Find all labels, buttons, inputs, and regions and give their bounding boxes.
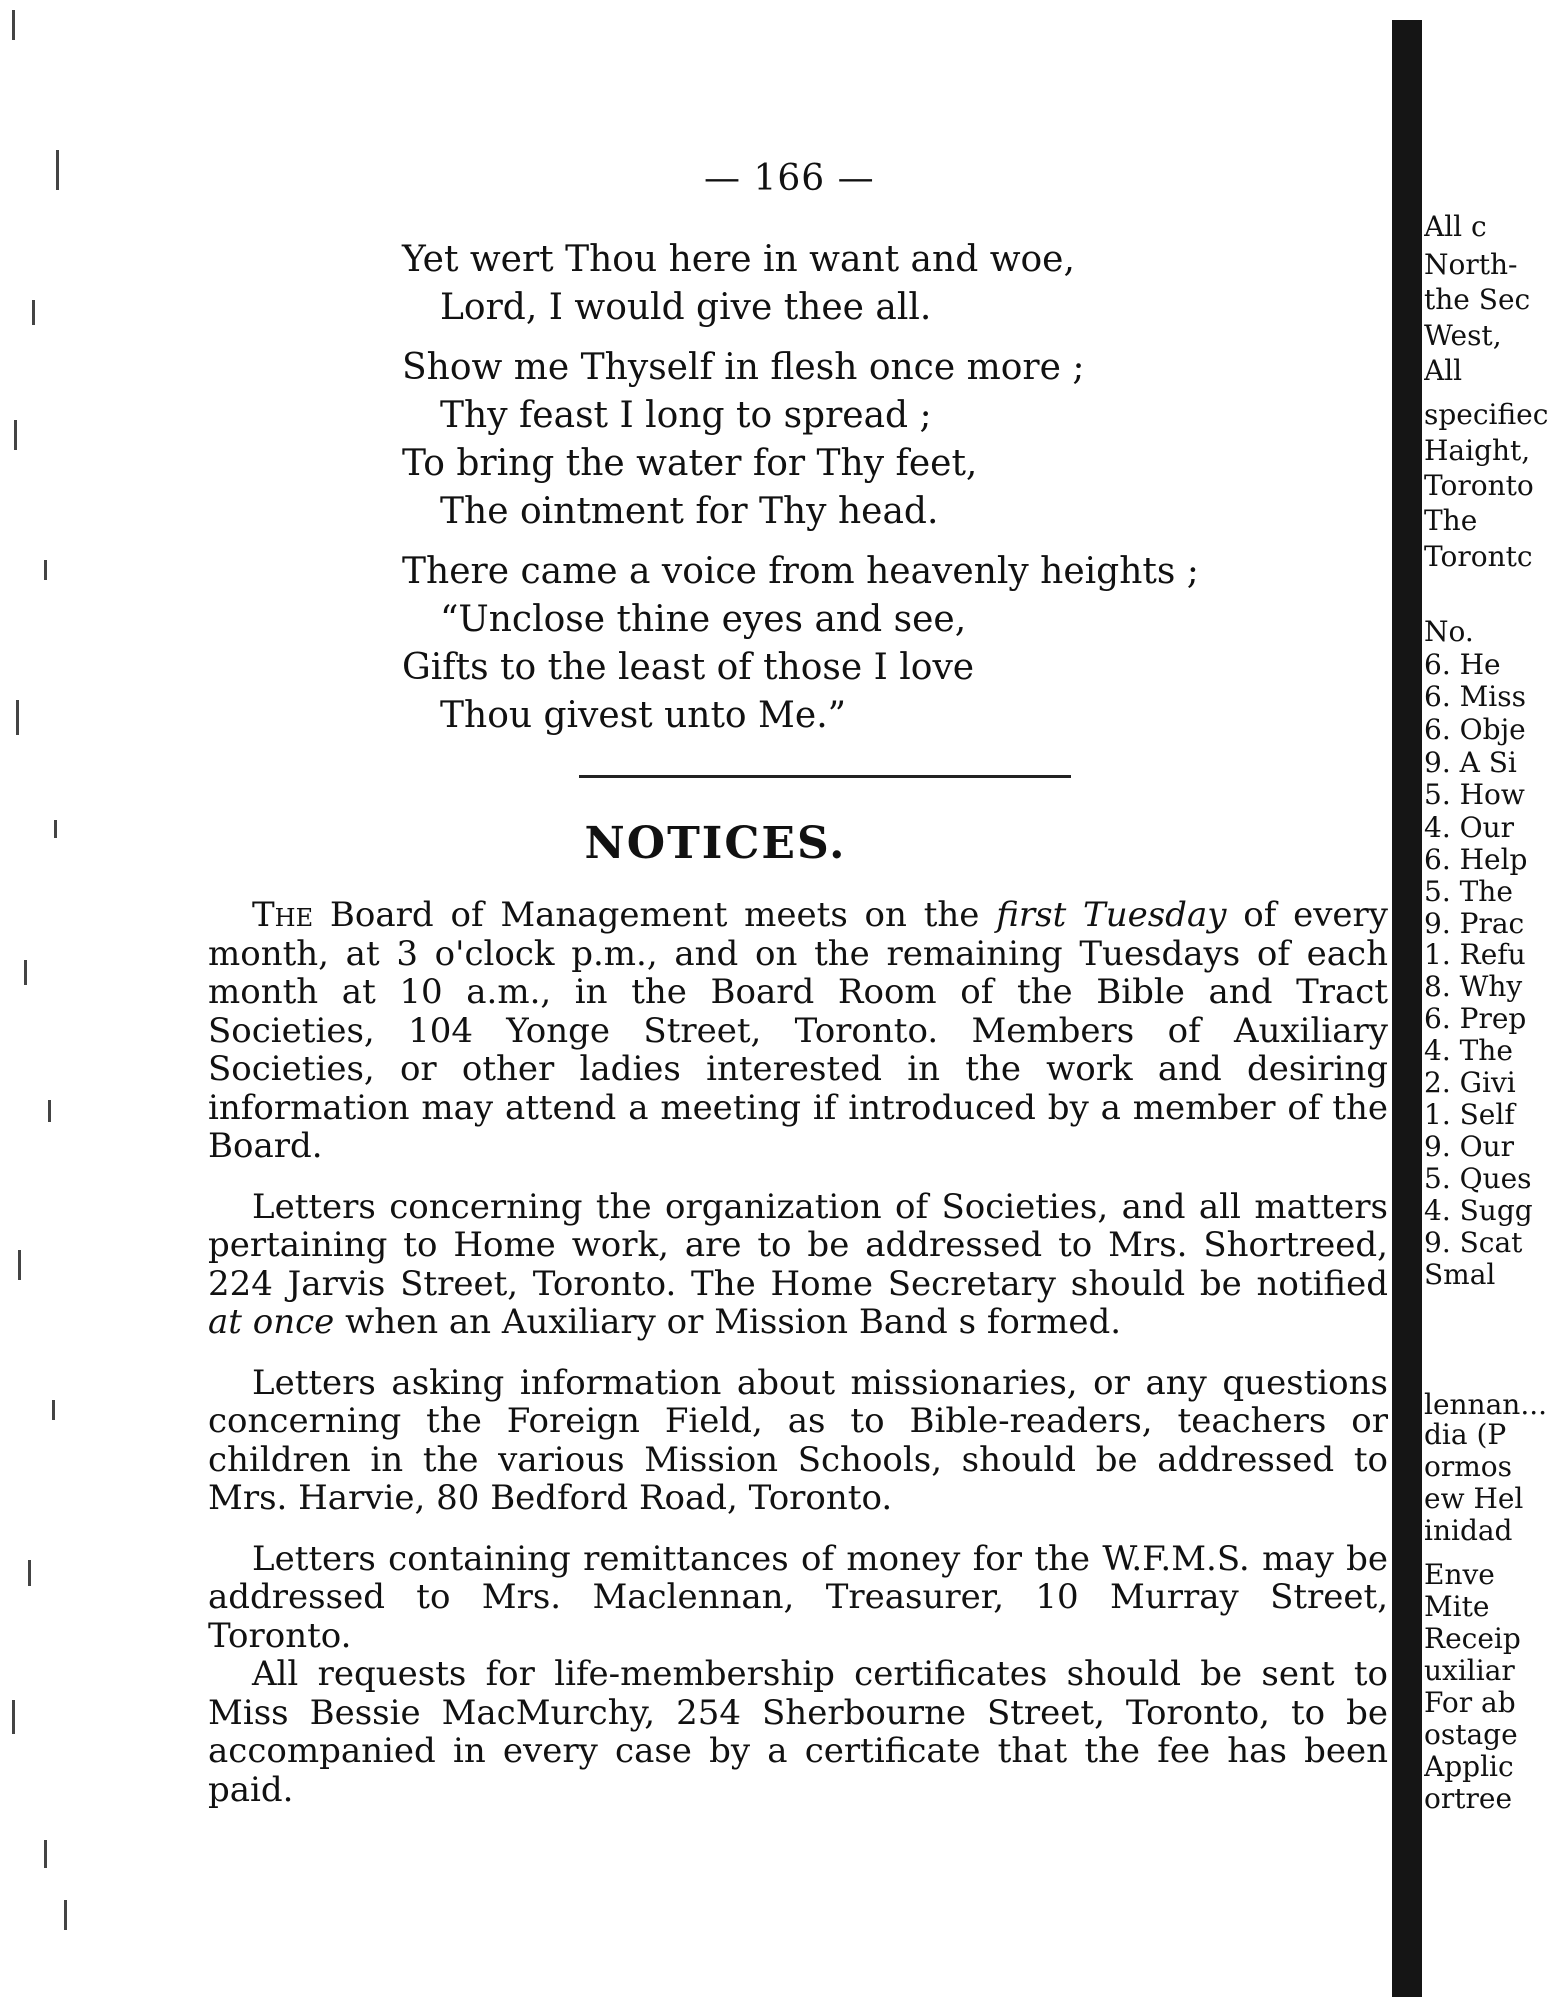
- scan-speck: [52, 1400, 55, 1420]
- poem-line: There came a voice from heavenly heights ;: [402, 551, 1199, 592]
- neighbor-line: Toronto: [1424, 469, 1534, 502]
- scan-speck: [12, 1700, 15, 1734]
- poem-line: Show me Thyself in flesh once more ;: [402, 347, 1085, 388]
- neighbor-line: For ab: [1424, 1686, 1516, 1719]
- scan-speck: [24, 960, 27, 985]
- neighbor-line: Receip: [1424, 1622, 1521, 1655]
- neighbor-line: 5. The: [1424, 875, 1513, 908]
- notice-foreign-field: Letters asking information about missionaries, or any questions concerning the Foreign Field, as to Bible-readers, teachers or children in the various Mission Schools, should be addressed to Mrs. Harvie, 80 Bedford Road, Toronto.: [208, 1362, 1388, 1518]
- neighbor-line: 6. Prep: [1424, 1002, 1527, 1035]
- neighbor-line: 4. The: [1424, 1034, 1513, 1067]
- neighbor-line: specifiec: [1424, 398, 1549, 431]
- poem-line: Yet wert Thou here in want and woe,: [402, 239, 1075, 280]
- margin-scan-artifacts: [4, 0, 74, 1997]
- scan-speck: [48, 1100, 51, 1122]
- neighbor-line: 2. Givi: [1424, 1066, 1516, 1099]
- poem-line: Lord, I would give thee all.: [440, 287, 932, 328]
- neighbor-line: 9. Our: [1424, 1130, 1514, 1163]
- neighbor-line: 6. Obje: [1424, 713, 1526, 746]
- neighbor-line: Applic: [1424, 1750, 1514, 1783]
- neighbor-line: Mite: [1424, 1590, 1490, 1623]
- book-gutter-shadow: [1392, 20, 1422, 1997]
- scan-speck: [14, 420, 17, 450]
- notice-home-work: Letters concerning the organization of Societies, and all matters pertaining to Home work, are to be addressed to Mrs. Shortreed, 224 Jarvis Street, Toronto. The Home Secretary should be notified at once when an Auxiliary or Mission Band s formed.: [208, 1186, 1388, 1342]
- neighbor-line: Enve: [1424, 1558, 1495, 1591]
- notices-body: [208, 896, 1388, 1831]
- poem-line: “Unclose thine eyes and see,: [440, 599, 967, 640]
- neighbor-line: 5. How: [1424, 778, 1525, 811]
- poem-line: Gifts to the least of those I love: [402, 647, 975, 688]
- poem-line: To bring the water for Thy feet,: [402, 443, 978, 484]
- neighbor-line: North-: [1424, 248, 1518, 281]
- scan-speck: [64, 1900, 67, 1930]
- neighbor-line: 6. He: [1424, 648, 1501, 681]
- notice-life-membership: All requests for life-membership certificates should be sent to Miss Bessie MacMurchy, 254 Sherbourne Street, Toronto, to be accompanied in every case by a certificate that the fee has been paid.: [208, 1654, 1388, 1810]
- neighbor-line: 9. Prac: [1424, 907, 1525, 940]
- neighbor-line: 6. Help: [1424, 843, 1528, 876]
- neighbor-line: 1. Self: [1424, 1098, 1515, 1131]
- poem: [402, 236, 1222, 740]
- neighbor-line: 1. Refu: [1424, 938, 1526, 971]
- scan-speck: [12, 10, 15, 40]
- neighbor-line: 4. Sugg: [1424, 1194, 1533, 1227]
- emphasis-text: at once: [208, 1302, 335, 1342]
- neighbor-line: uxiliar: [1424, 1654, 1515, 1687]
- neighbor-line: The: [1424, 504, 1478, 537]
- page-number: — 166 —: [704, 158, 875, 199]
- neighbor-line: All: [1424, 354, 1463, 387]
- scan-speck: [54, 820, 57, 838]
- neighbor-line: ew Hel: [1424, 1482, 1524, 1515]
- scan-speck: [44, 1840, 47, 1868]
- neighbor-line: Haight,: [1424, 434, 1531, 467]
- scan-speck: [18, 1250, 21, 1280]
- neighbor-line: Smal: [1424, 1258, 1496, 1291]
- neighbor-line: All c: [1424, 210, 1487, 243]
- poem-line: Thou givest unto Me.”: [440, 695, 847, 736]
- neighbor-line: West,: [1424, 319, 1502, 352]
- neighbor-line: No.: [1424, 615, 1474, 648]
- neighbor-line: 9. A Si: [1424, 746, 1517, 779]
- scan-speck: [28, 1560, 31, 1586]
- neighbor-line: 5. Ques: [1424, 1162, 1532, 1195]
- neighbor-line: ormos: [1424, 1450, 1513, 1483]
- neighbor-line: the Sec: [1424, 283, 1531, 316]
- scan-speck: [16, 700, 19, 735]
- neighbor-line: dia (P: [1424, 1418, 1507, 1451]
- neighbor-line: ostage: [1424, 1718, 1518, 1751]
- notice-remittances: Letters containing remittances of money for the W.F.M.S. may be addressed to Mrs. Maclennan, Treasurer, 10 Murray Street, Toronto.: [208, 1538, 1388, 1656]
- neighbor-line: lennan...: [1424, 1388, 1548, 1421]
- notices-heading: NOTICES.: [584, 818, 847, 869]
- poem-line: Thy feast I long to spread ;: [440, 395, 932, 436]
- neighbor-line: 4. Our: [1424, 811, 1514, 844]
- emphasis-text: first Tuesday: [996, 895, 1227, 935]
- poem-line: The ointment for Thy head.: [440, 491, 939, 532]
- scan-speck: [44, 560, 47, 580]
- neighbor-line: inidad: [1424, 1514, 1513, 1547]
- neighbor-line: 9. Scat: [1424, 1226, 1523, 1259]
- scan-speck: [56, 150, 59, 190]
- notice-lead-word: The: [252, 895, 314, 935]
- neighbor-line: 8. Why: [1424, 970, 1523, 1003]
- section-divider: [579, 775, 1071, 778]
- neighbor-line: Torontc: [1424, 540, 1533, 573]
- neighbor-line: 6. Miss: [1424, 680, 1526, 713]
- notice-board-meetings: The Board of Management meets on the first Tuesday of every month, at 3 o'clock p.m., and on the remaining Tuesdays of each month at 10 a.m., in the Board Room of the Bible and Tract Societies, 104 Yonge Street, Toronto. Members of Auxiliary Societies, or other ladies interested in the work and desiring information may attend a meeting if introduced by a member of the Board.: [208, 895, 1388, 1166]
- scan-speck: [32, 300, 35, 325]
- neighbor-line: ortree: [1424, 1782, 1513, 1815]
- adjacent-page-fragment: [1424, 0, 1551, 1997]
